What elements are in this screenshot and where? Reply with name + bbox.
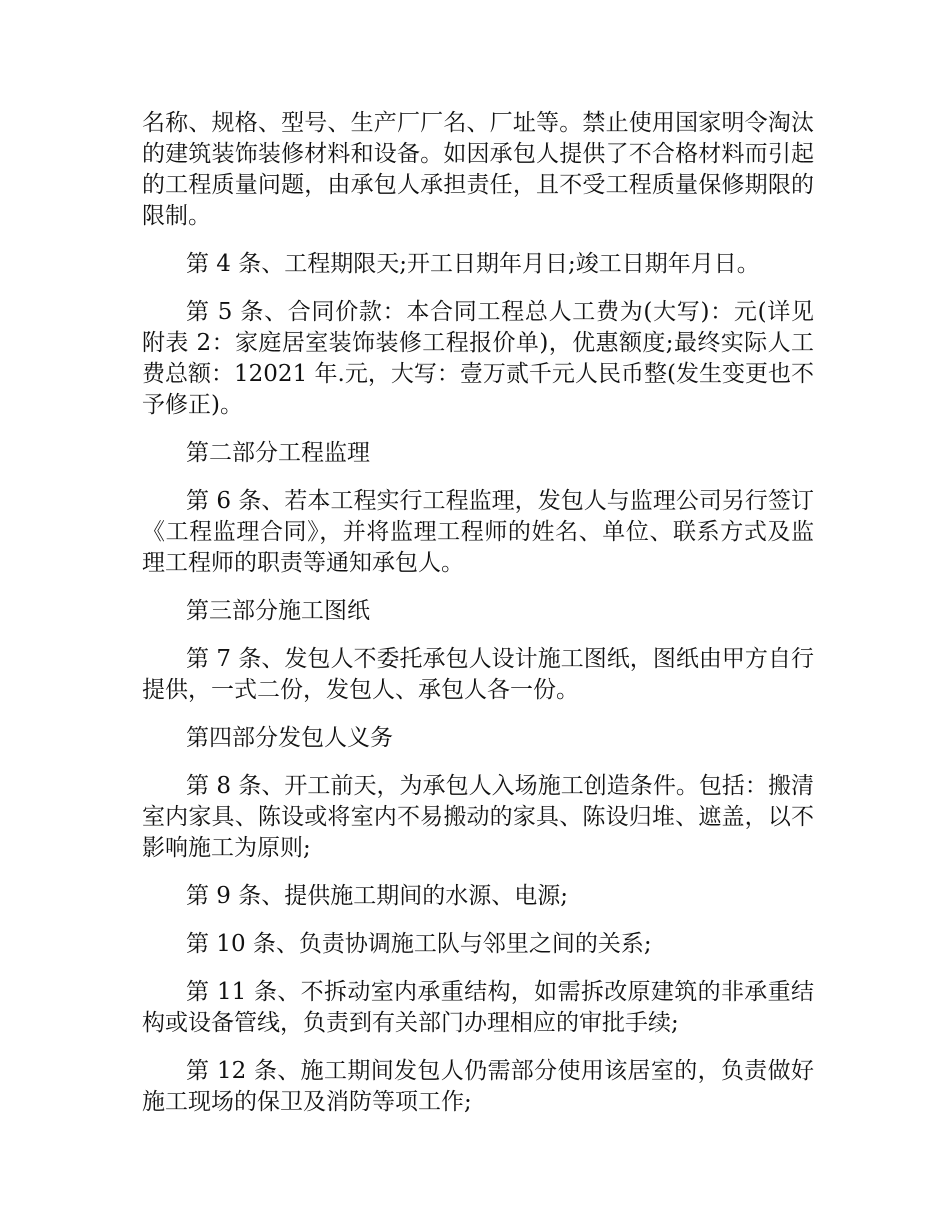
document-page bbox=[142, 108, 814, 1135]
clause-6: 第 6 条、若本工程实行工程监理，发包人与监理公司另行签订《工程监理合同》，并将监理工程师的姓名、单位、联系方式及监理工程师的职责等通知承包人。 bbox=[142, 488, 814, 576]
paragraph-continuation: 名称、规格、型号、生产厂厂名、厂址等。禁止使用国家明令淘汰的建筑装饰装修材料和设备。如因承包人提供了不合格材料而引起的工程质量问题，由承包人承担责任，且不受工程质量保修期限的限制。 bbox=[142, 110, 814, 229]
clause-7: 第 7 条、发包人不委托承包人设计施工图纸，图纸由甲方自行提供，一式二份，发包人、承包人各一份。 bbox=[142, 646, 814, 703]
clause-11: 第 11 条、不拆动室内承重结构，如需拆改原建筑的非承重结构或设备管线，负责到有关部门办理相应的审批手续; bbox=[142, 979, 814, 1036]
section-heading-drawings: 第三部分施工图纸 bbox=[186, 598, 370, 624]
clause-10: 第 10 条、负责协调施工队与邻里之间的关系; bbox=[186, 931, 652, 957]
clause-9: 第 9 条、提供施工期间的水源、电源; bbox=[186, 883, 569, 909]
clause-8: 第 8 条、开工前天，为承包人入场施工创造条件。包括：搬清室内家具、陈设或将室内不易搬动的家具、陈设归堆、遮盖，以不影响施工为原则; bbox=[142, 773, 814, 861]
clause-5: 第 5 条、合同价款：本合同工程总人工费为(大写)：元(详见附表 2：家庭居室装饰装修工程报价单)，优惠额度;最终实际人工费总额：12021 年.元，大写：壹万贰千元人民币整(发生变更也不予修正)。 bbox=[142, 299, 814, 418]
section-heading-supervision: 第二部分工程监理 bbox=[186, 440, 370, 466]
clause-4: 第 4 条、工程期限天;开工日期年月日;竣工日期年月日。 bbox=[186, 251, 760, 277]
clause-12: 第 12 条、施工期间发包人仍需部分使用该居室的，负责做好施工现场的保卫及消防等项工作; bbox=[142, 1058, 814, 1115]
section-heading-employer-duties: 第四部分发包人义务 bbox=[186, 725, 393, 751]
